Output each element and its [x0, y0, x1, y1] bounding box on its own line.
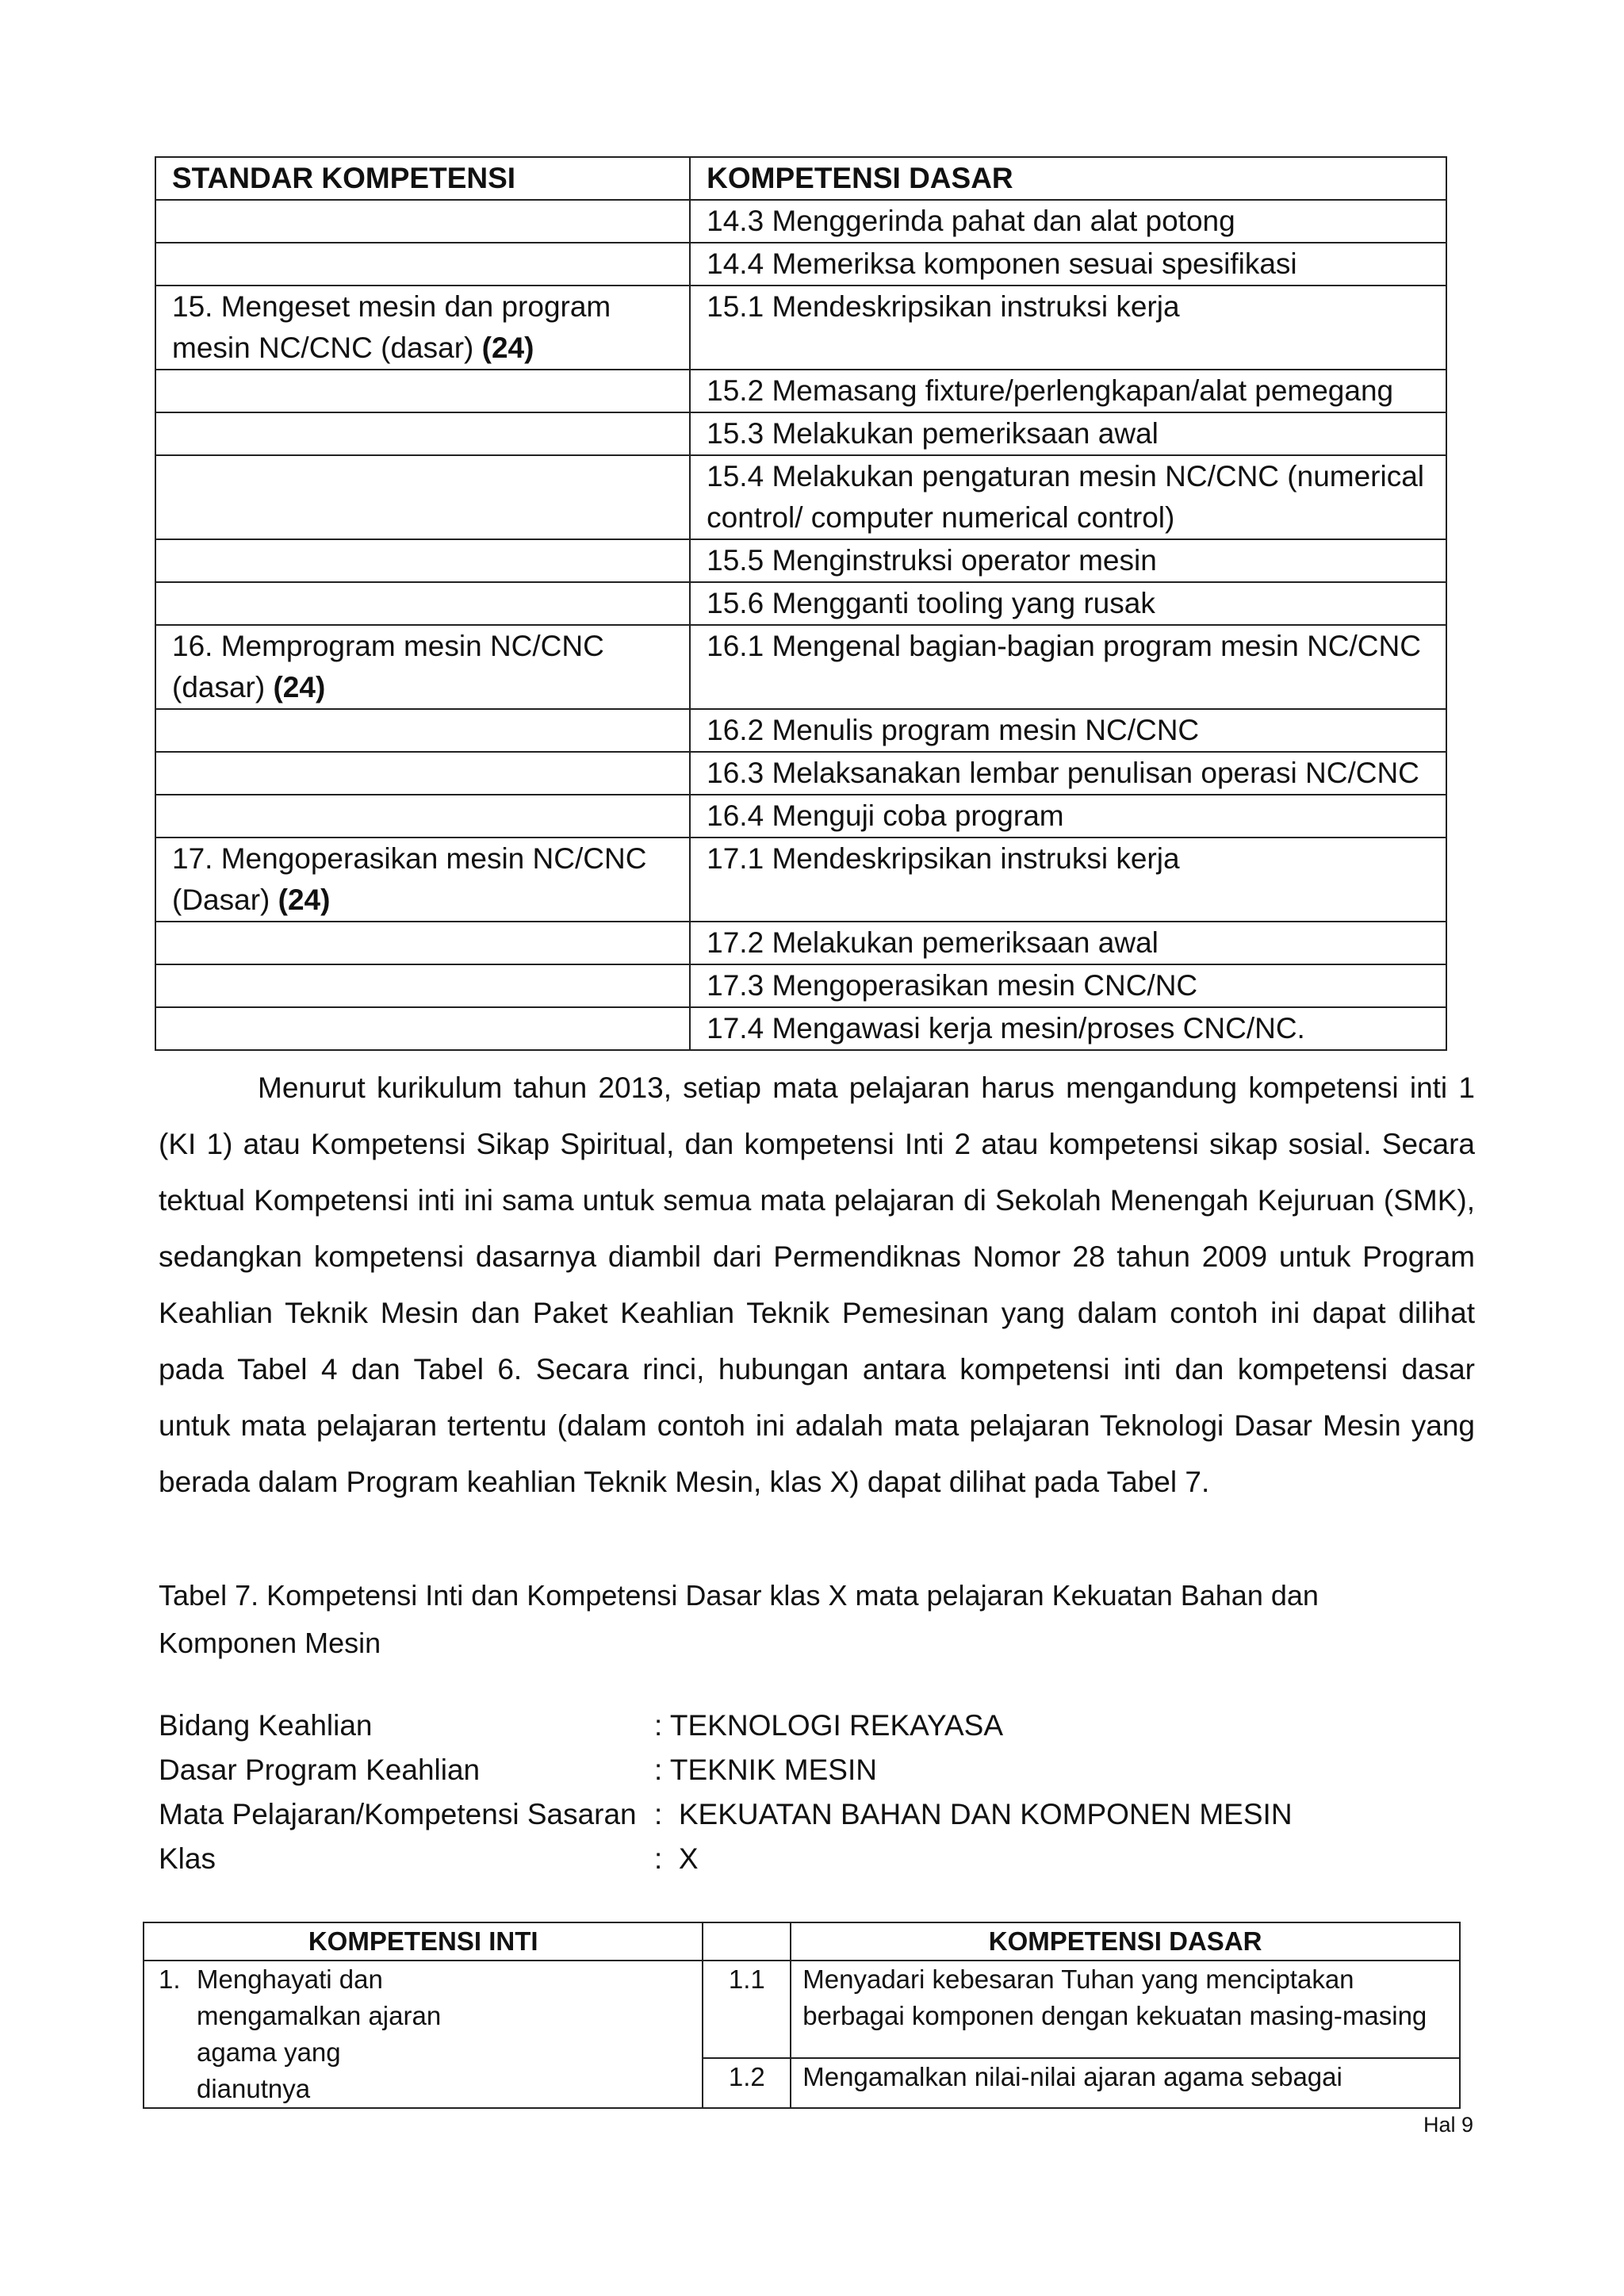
table-row	[155, 964, 1446, 1007]
standar-kompetensi-cell	[155, 582, 690, 625]
info-value: : TEKNOLOGI REKAYASA	[654, 1709, 1004, 1742]
table-row	[155, 582, 1446, 625]
course-info	[159, 1704, 1293, 1881]
kompetensi-dasar-cell: 17.1 Mendeskripsikan instruksi kerja	[690, 838, 1446, 922]
table-row	[155, 370, 1446, 412]
ki-text: Menghayati dan mengamalkan ajaran agama yang dianutnya	[197, 1964, 442, 2103]
table-row	[155, 243, 1446, 286]
kompetensi-dasar-cell: 17.2 Melakukan pemeriksaan awal	[690, 922, 1446, 964]
standar-kompetensi-cell	[155, 539, 690, 582]
table-row	[155, 286, 1446, 370]
info-row	[159, 1837, 1293, 1881]
header-standar-kompetensi: STANDAR KOMPETENSI	[155, 157, 690, 200]
standar-kompetensi-cell	[155, 200, 690, 243]
table-row	[155, 1007, 1446, 1050]
info-value: : X	[654, 1842, 699, 1875]
table-row	[155, 795, 1446, 838]
kompetensi-dasar-cell: 14.3 Menggerinda pahat dan alat potong	[690, 200, 1446, 243]
info-label: Mata Pelajaran/Kompetensi Sasaran	[159, 1798, 637, 1830]
sk-text: 16. Memprogram mesin NC/CNC (dasar)	[172, 630, 604, 703]
standar-kompetensi-cell	[155, 752, 690, 795]
kompetensi-dasar-cell: 15.1 Mendeskripsikan instruksi kerja	[690, 286, 1446, 370]
paragraph-text: Menurut kurikulum tahun 2013, setiap mata pelajaran harus mengandung kompetensi inti 1 (KI 1) atau Kompetensi Sikap Spiritual, dan kompetensi Inti 2 atau kompetensi sikap sosial. Secara tektual Kompetensi inti ini sama untuk semua mata pelajaran di Sekolah Menengah Kejuruan (SMK), sedangkan kompetensi dasarnya diambil dari Permendiknas Nomor 28 tahun 2009 untuk Program Keahlian Teknik Mesin dan Paket Keahlian Teknik Pemesinan yang dalam contoh ini dapat dilihat pada Tabel 4 dan Tabel 6. Secara rinci, hubungan antara kompetensi inti dan kompetensi dasar untuk mata pelajaran tertentu (dalam contoh ini adalah mata pelajaran Teknologi Dasar Mesin yang berada dalam Program keahlian Teknik Mesin, klas X) dapat dilihat pada Tabel 7.	[159, 1071, 1475, 1498]
info-row	[159, 1792, 1293, 1837]
ki-cell	[144, 1961, 703, 2108]
competency-table-2	[143, 1922, 1461, 2109]
standar-kompetensi-cell	[155, 838, 690, 922]
info-row	[159, 1748, 1293, 1792]
kompetensi-dasar-cell: 15.6 Mengganti tooling yang rusak	[690, 582, 1446, 625]
kompetensi-dasar-cell: 15.5 Menginstruksi operator mesin	[690, 539, 1446, 582]
info-value: : TEKNIK MESIN	[654, 1754, 877, 1786]
table-header-row	[144, 1922, 1460, 1961]
kd-text: Menyadari kebesaran Tuhan yang menciptakan berbagai komponen dengan kekuatan masing-masing	[791, 1961, 1460, 2058]
info-label: Klas	[159, 1842, 216, 1875]
sk-hours: (24)	[278, 884, 331, 916]
standar-kompetensi-cell	[155, 795, 690, 838]
kompetensi-dasar-cell: 14.4 Memeriksa komponen sesuai spesifikasi	[690, 243, 1446, 286]
table-row	[155, 752, 1446, 795]
kompetensi-dasar-cell: 16.1 Mengenal bagian-bagian program mesin NC/CNC	[690, 625, 1446, 709]
sk-text: 15. Mengeset mesin dan program mesin NC/CNC (dasar)	[172, 290, 611, 364]
standar-kompetensi-cell	[155, 243, 690, 286]
header-number	[703, 1922, 791, 1961]
competency-table-1	[155, 156, 1447, 1051]
info-row	[159, 1704, 1293, 1748]
kompetensi-dasar-cell: 15.4 Melakukan pengaturan mesin NC/CNC (numerical control/ computer numerical control)	[690, 455, 1446, 539]
table-caption: Tabel 7. Kompetensi Inti dan Kompetensi Dasar klas X mata pelajaran Kekuatan Bahan dan Komponen Mesin	[159, 1579, 1319, 1659]
kompetensi-dasar-cell: 17.4 Mengawasi kerja mesin/proses CNC/NC.	[690, 1007, 1446, 1050]
kd-number: 1.1	[703, 1961, 791, 2058]
table-row	[155, 412, 1446, 455]
table-row	[155, 200, 1446, 243]
page-number: Hal 9	[1423, 2113, 1474, 2137]
header-kompetensi-dasar: KOMPETENSI DASAR	[791, 1922, 1460, 1961]
kompetensi-dasar-cell: 15.2 Memasang fixture/perlengkapan/alat pemegang	[690, 370, 1446, 412]
standar-kompetensi-cell	[155, 922, 690, 964]
standar-kompetensi-cell	[155, 412, 690, 455]
info-label: Bidang Keahlian	[159, 1709, 373, 1742]
ki-number: 1.	[159, 1964, 181, 1994]
info-value: : KEKUATAN BAHAN DAN KOMPONEN MESIN	[654, 1798, 1293, 1830]
table-row	[155, 922, 1446, 964]
table-header-row	[155, 157, 1446, 200]
sk-text: 17. Mengoperasikan mesin NC/CNC (Dasar)	[172, 842, 647, 916]
info-label: Dasar Program Keahlian	[159, 1754, 481, 1786]
standar-kompetensi-cell	[155, 709, 690, 752]
body-paragraph	[159, 1060, 1475, 1510]
table-row	[144, 1961, 1460, 2058]
standar-kompetensi-cell	[155, 455, 690, 539]
standar-kompetensi-cell	[155, 964, 690, 1007]
sk-hours: (24)	[481, 332, 534, 364]
kompetensi-dasar-cell: 16.2 Menulis program mesin NC/CNC	[690, 709, 1446, 752]
table-row	[155, 539, 1446, 582]
standar-kompetensi-cell	[155, 370, 690, 412]
table-row	[155, 625, 1446, 709]
header-kompetensi-dasar: KOMPETENSI DASAR	[690, 157, 1446, 200]
standar-kompetensi-cell	[155, 625, 690, 709]
standar-kompetensi-cell	[155, 286, 690, 370]
kd-text: Mengamalkan nilai-nilai ajaran agama sebagai	[791, 2058, 1460, 2108]
kompetensi-dasar-cell: 16.3 Melaksanakan lembar penulisan operasi NC/CNC	[690, 752, 1446, 795]
table-row	[155, 838, 1446, 922]
standar-kompetensi-cell	[155, 1007, 690, 1050]
table-row	[155, 709, 1446, 752]
kompetensi-dasar-cell: 15.3 Melakukan pemeriksaan awal	[690, 412, 1446, 455]
kompetensi-dasar-cell: 16.4 Menguji coba program	[690, 795, 1446, 838]
kd-number: 1.2	[703, 2058, 791, 2108]
header-kompetensi-inti: KOMPETENSI INTI	[144, 1922, 703, 1961]
kompetensi-dasar-cell: 17.3 Mengoperasikan mesin CNC/NC	[690, 964, 1446, 1007]
table-row	[155, 455, 1446, 539]
sk-hours: (24)	[273, 671, 326, 703]
